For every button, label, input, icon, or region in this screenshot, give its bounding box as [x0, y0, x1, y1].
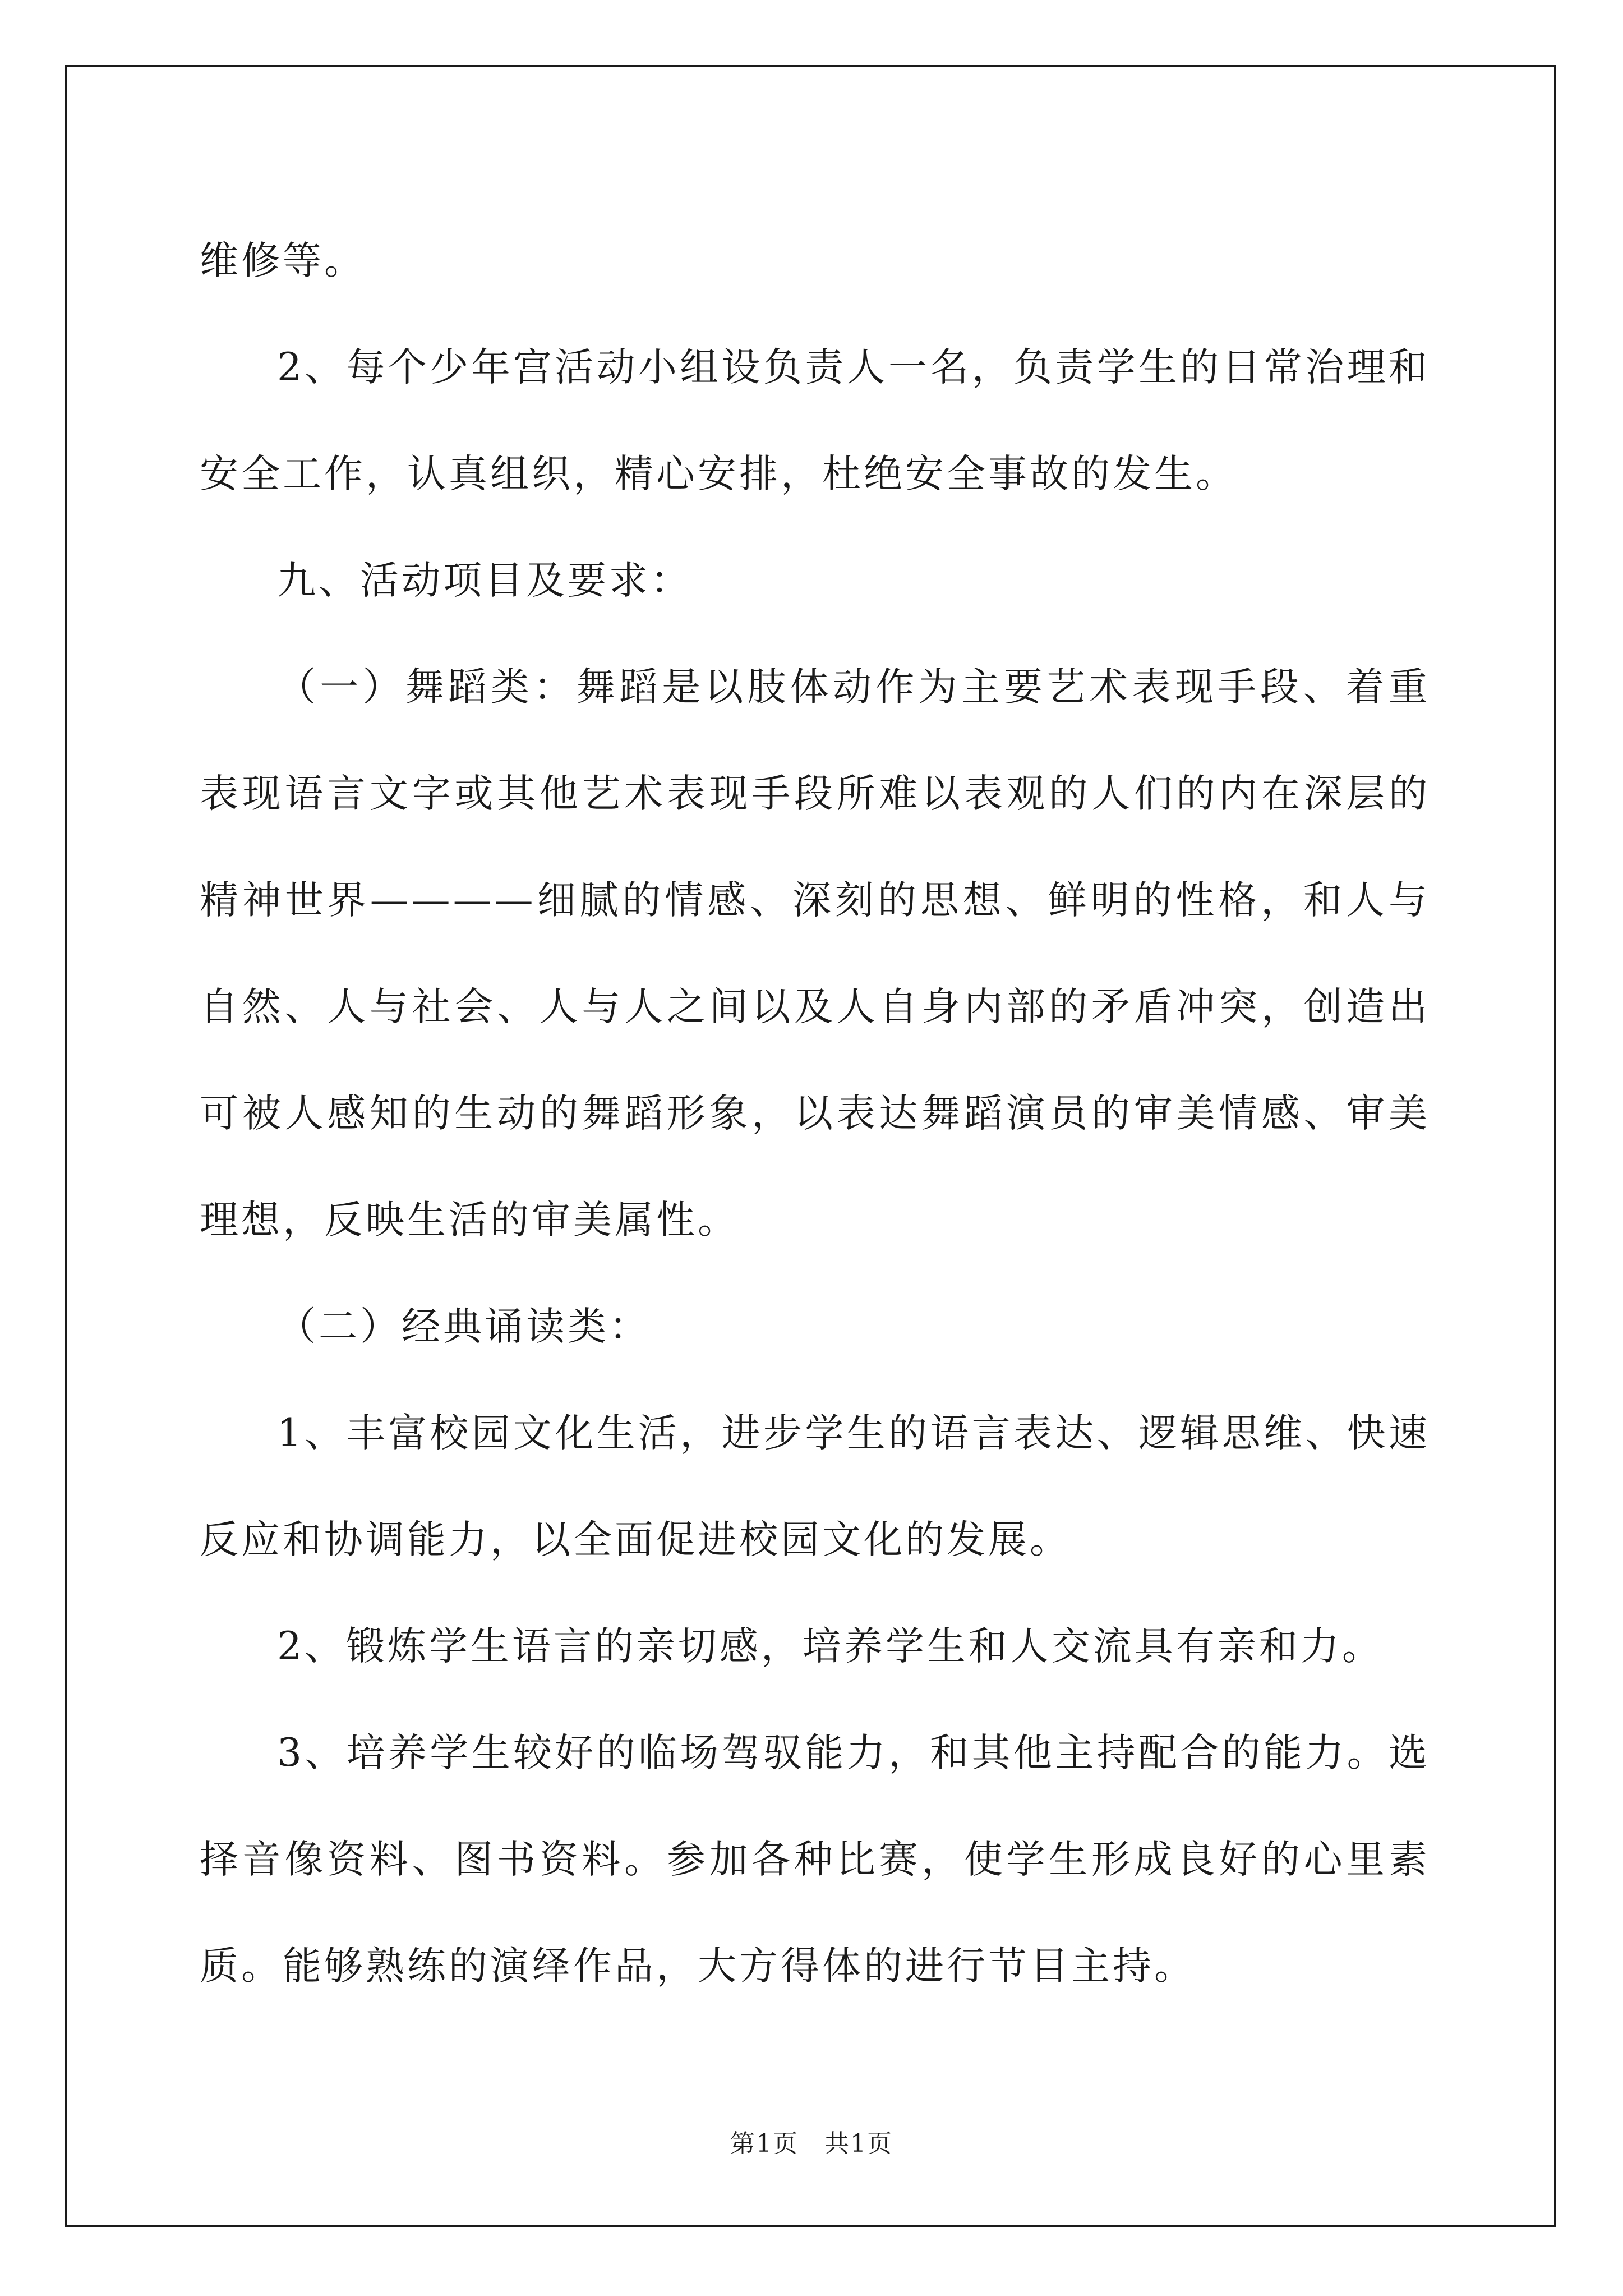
paragraph-item-2: 2、锻炼学生语言的亲切感，培养学生和人交流具有亲和力。 [277, 1624, 1384, 1669]
subheading-classic-reading: （二）经典诵读类： [277, 1304, 651, 1349]
document-body [200, 208, 1430, 2019]
section-heading-9: 九、活动项目及要求： [277, 558, 692, 603]
paragraph-1: 维修等。 [200, 238, 366, 283]
paragraph-item-1: 1、丰富校园文化生活，进步学生的语言表达、逻辑思维、快速反应和协调能力，以全面促进校园文化的发展。 [200, 1411, 1430, 1562]
paragraph-2: 2、每个少年宫活动小组设负责人一名，负责学生的日常治理和安全工作，认真组织，精心安排，杜绝安全事故的发生。 [200, 345, 1430, 496]
page-footer: 第1页 共1页 [730, 2129, 893, 2158]
paragraph-dance: （一）舞蹈类：舞蹈是以肢体动作为主要艺术表现手段、着重表现语言文字或其他艺术表现手段所难以表观的人们的内在深层的精神世界————细腻的情感、深刻的思想、鲜明的性格，和人与自然、人与社会、人与人之间以及人自身内部的矛盾冲突，创造出可被人感知的生动的舞蹈形象，以表达舞蹈演员的审美情感、审美理想，反映生活的审美属性。 [200, 665, 1430, 1243]
paragraph-item-3: 3、培养学生较好的临场驾驭能力，和其他主持配合的能力。选择音像资料、图书资料。参加各种比赛，使学生形成良好的心里素质。能够熟练的演绎作品，大方得体的进行节目主持。 [200, 1731, 1430, 1989]
